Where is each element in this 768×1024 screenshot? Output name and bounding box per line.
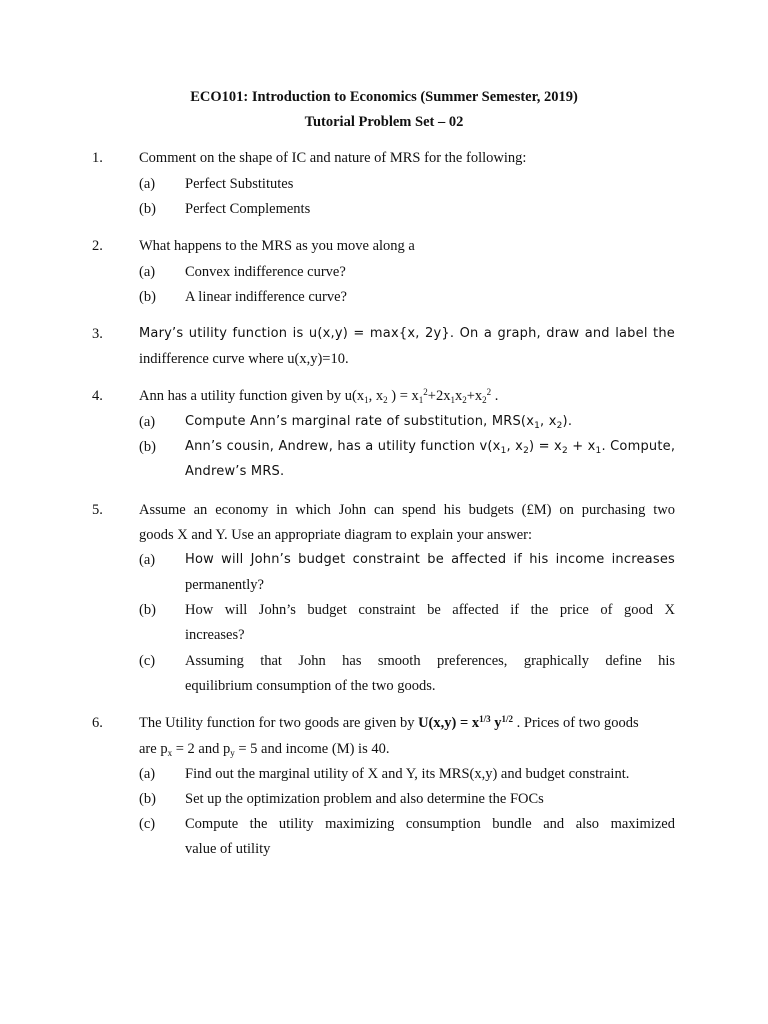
subpart-text-continued: equilibrium consumption of the two goods.	[185, 678, 436, 694]
subpart-text: Ann’s cousin, Andrew, has a utility function $v(x_1$, $x_2) = x_2 + x_1$. Compute,	[185, 439, 676, 456]
question-text: Ann has a utility function given by $u(x_1$, $x_2$ ) = $x_1^2+2x_1x_2+x_2^2$ .	[139, 387, 499, 405]
subpart-text: Compute the utility maximizing consumption bundle and also maximized	[185, 816, 675, 832]
question-number: 1.	[92, 150, 103, 166]
subpart-text-continued: permanently?	[185, 577, 264, 593]
subpart-label: (a)	[139, 414, 156, 430]
subpart-label: (b)	[139, 791, 156, 807]
subpart-text: Perfect Substitutes	[185, 176, 294, 192]
subpart-text: Convex indifference curve?	[185, 264, 346, 280]
subpart-text: Compute Ann’s marginal rate of substitution, $MRS(x_1$, $x_2$).	[185, 414, 573, 431]
subpart-text-continued: Andrew’s MRS.	[185, 464, 285, 479]
document-subtitle: Tutorial Problem Set – 02	[304, 114, 464, 130]
subpart-label: (c)	[139, 816, 156, 832]
question-text: The Utility function for two goods are given by $U(x,y) = x^{1/3}$ $y^{1/2}$ . Prices of two goods	[139, 714, 639, 731]
question-number: 3.	[92, 326, 103, 342]
subpart-text: A linear indifference curve?	[185, 289, 347, 305]
subpart-label: (b)	[139, 201, 156, 217]
question-text-continued: are $p_x = 2$ and $p_y = 5$ and income (M) is 40.	[139, 741, 390, 758]
question-text-continued: indifference curve where u(x,y)=10.	[139, 351, 349, 367]
subpart-label: (c)	[139, 653, 156, 669]
question-text: Comment on the shape of IC and nature of MRS for the following:	[139, 150, 527, 166]
subpart-label: (b)	[139, 602, 156, 618]
subpart-text: Find out the marginal utility of X and Y, its MRS(x,y) and budget constraint.	[185, 766, 630, 782]
question-text: Assume an economy in which John can spend his budgets (£M) on purchasing two	[139, 502, 675, 518]
subpart-label: (b)	[139, 439, 156, 455]
subpart-label: (a)	[139, 264, 156, 280]
subpart-label: (a)	[139, 766, 156, 782]
subpart-text: Perfect Complements	[185, 201, 311, 217]
question-text: Mary’s utility function is u(x,y) = max{x, 2y}. On a graph, draw and label the	[139, 326, 675, 341]
subpart-label: (a)	[139, 552, 156, 568]
question-number: 4.	[92, 388, 103, 404]
document-title: ECO101: Introduction to Economics (Summer Semester, 2019)	[190, 89, 578, 105]
subpart-text-continued: value of utility	[185, 841, 271, 857]
subpart-label: (a)	[139, 176, 156, 192]
subpart-text-continued: increases?	[185, 627, 245, 643]
subpart-text: Assuming that John has smooth preferences, graphically define his	[185, 653, 675, 669]
subpart-label: (b)	[139, 289, 156, 305]
subpart-text: Set up the optimization problem and also determine the FOCs	[185, 791, 544, 807]
subpart-text: How will John’s budget constraint be affected if his income increases	[185, 552, 675, 567]
question-number: 5.	[92, 502, 103, 518]
question-number: 6.	[92, 715, 103, 731]
utility-function: $U(x,y) = x^{1/3}$ $y^{1/2}$	[418, 714, 514, 731]
question-text: What happens to the MRS as you move along a	[139, 238, 415, 254]
question-text-continued: goods X and Y. Use an appropriate diagram to explain your answer:	[139, 527, 533, 543]
question-number: 2.	[92, 238, 103, 254]
subpart-text: How will John’s budget constraint be affected if the price of good X	[185, 602, 675, 618]
